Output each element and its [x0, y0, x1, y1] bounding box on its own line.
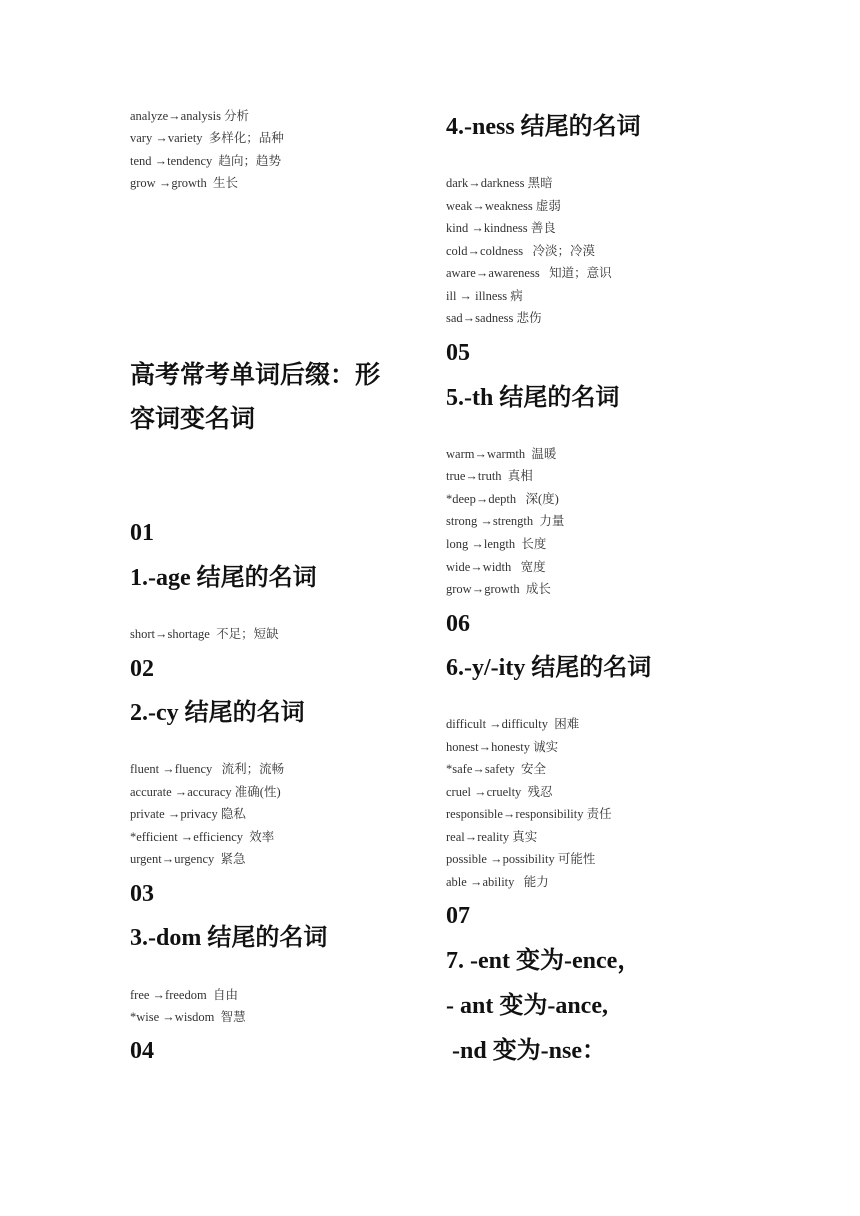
word-pair-line: *safe→safety 安全 [446, 762, 546, 776]
word-pair-line: possible →possibility 可能性 [446, 852, 596, 866]
word-pair-line: accurate →accuracy 准确(性) [130, 785, 281, 799]
word-pair-line: urgent→urgency 紧急 [130, 852, 246, 866]
word-pair-line: fluent →fluency 流利；流畅 [130, 762, 285, 776]
word-pair-line: dark→darkness 黑暗 [446, 176, 553, 190]
word-pair-line: short→shortage 不足；短缺 [130, 627, 279, 641]
section-number: 05 [446, 340, 470, 366]
section-number: 07 [446, 903, 470, 929]
word-pair-line: responsible→responsibility 责任 [446, 807, 612, 821]
word-pair-line: honest→honesty 诚实 [446, 740, 559, 754]
word-pair-line: *wise →wisdom 智慧 [130, 1010, 246, 1024]
word-pair-line: kind →kindness 善良 [446, 221, 556, 235]
word-pair-line: weak→weakness 虚弱 [446, 199, 561, 213]
section-number: 02 [130, 656, 154, 682]
word-pair-line: cold→coldness 冷淡；冷漠 [446, 244, 595, 258]
word-pair-line: *deep→depth 深(度) [446, 492, 559, 506]
word-pair-line: able →ability 能力 [446, 875, 549, 889]
section-heading: -nd 变为-nse： [446, 1038, 607, 1064]
section-heading: 4.-ness 结尾的名词 [446, 114, 641, 140]
word-pair-line: tend →tendency 趋向；趋势 [130, 154, 282, 168]
word-pair-line: grow→growth 成长 [446, 582, 551, 596]
section-heading: 7. -ent 变为-ence， [446, 948, 642, 974]
word-pair-line: free →freedom 自由 [130, 988, 238, 1002]
section-heading: 2.-cy 结尾的名词 [130, 700, 305, 726]
word-pair-line: true→truth 真相 [446, 469, 533, 483]
word-pair-line: aware→awareness 知道；意识 [446, 266, 612, 280]
word-pair-line: private →privacy 隐私 [130, 807, 246, 821]
word-pair-line: difficult →difficulty 困难 [446, 717, 580, 731]
section-number: 06 [446, 611, 470, 637]
word-pair-line: *efficient →efficiency 效率 [130, 830, 275, 844]
word-pair-line: cruel →cruelty 残忍 [446, 785, 553, 799]
section-heading: - ant 变为-ance, [446, 993, 608, 1019]
section-heading: 1.-age 结尾的名词 [130, 565, 317, 591]
word-pair-line: long →length 长度 [446, 537, 547, 551]
section-number: 03 [130, 881, 154, 907]
word-pair-line: strong →strength 力量 [446, 514, 565, 528]
word-pair-line: real→reality 真实 [446, 830, 538, 844]
word-pair-line: analyze→analysis 分析 [130, 109, 250, 123]
word-pair-line: wide→width 宽度 [446, 560, 546, 574]
word-pair-line: vary →variety 多样化；品种 [130, 131, 284, 145]
section-heading: 3.-dom 结尾的名词 [130, 925, 328, 951]
page-title: 高考常考单词后缀：形容词变名词 [130, 362, 381, 433]
word-pair-line: warm→warmth 温暖 [446, 447, 557, 461]
section-heading: 5.-th 结尾的名词 [446, 385, 620, 411]
word-pair-line: grow →growth 生长 [130, 176, 238, 190]
section-number: 04 [130, 1038, 154, 1064]
section-heading: 6.-y/-ity 结尾的名词 [446, 655, 652, 681]
section-number: 01 [130, 520, 154, 546]
word-pair-line: ill → illness 病 [446, 289, 523, 303]
word-pair-line: sad→sadness 悲伤 [446, 311, 542, 325]
